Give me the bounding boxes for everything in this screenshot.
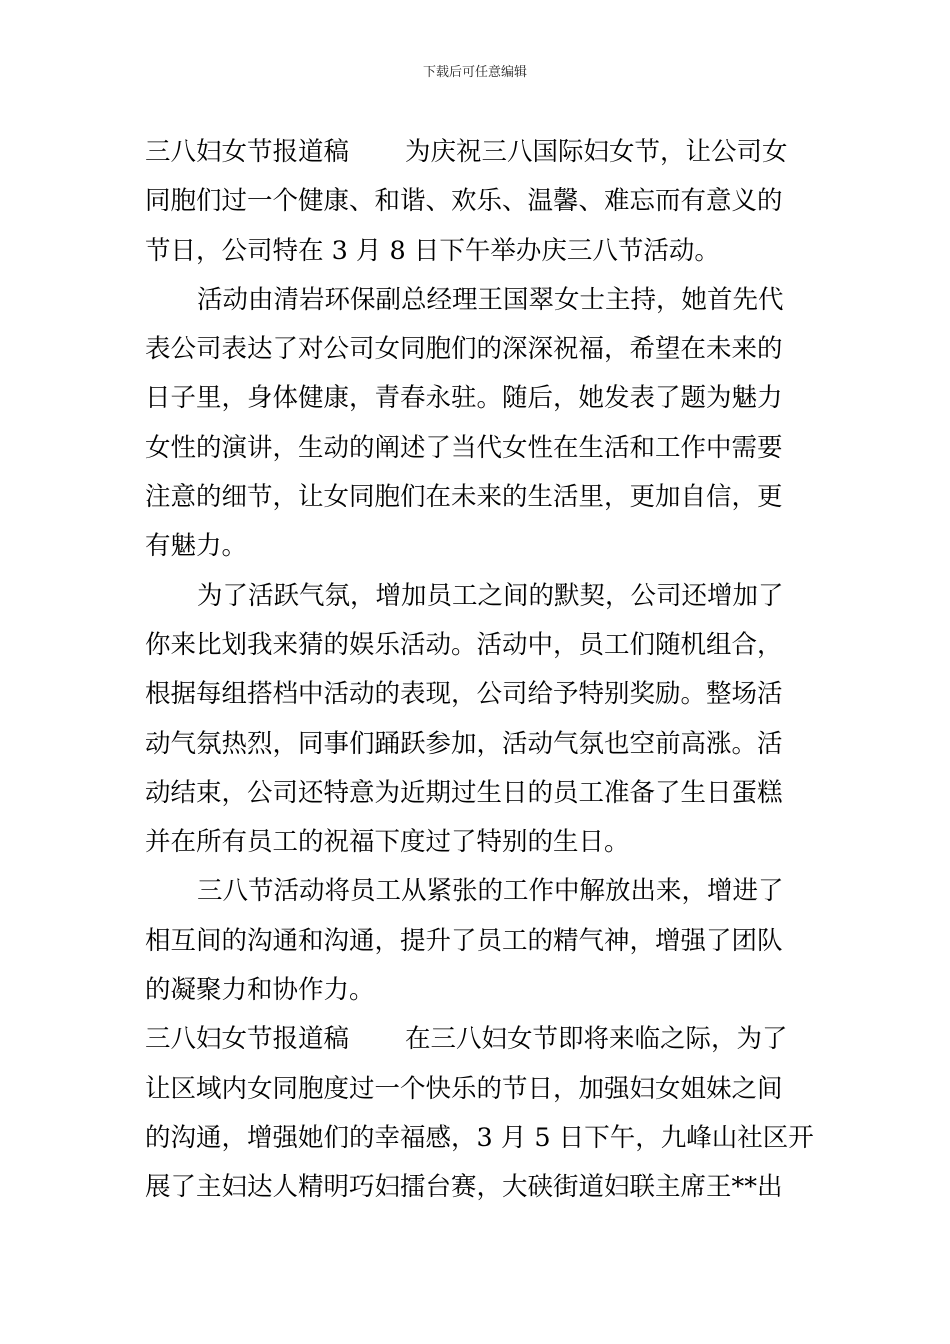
document-body xyxy=(145,128,814,1213)
text-line: 相互间的沟通和沟通，提升了员工的精气神，增强了团队 xyxy=(145,925,783,956)
text-line: 的沟通，增强她们的幸福感，3 月 5 日下午，九峰山社区开 xyxy=(145,1122,814,1153)
text-line: 动气氛热烈，同事们踊跃参加，活动气氛也空前高涨。活 xyxy=(145,728,783,759)
text-line: 并在所有员工的祝福下度过了特别的生日。 xyxy=(145,827,630,858)
article-title: 三八妇女节报道稿 xyxy=(145,137,350,167)
text-line: 展了主妇达人精明巧妇擂台赛，大硖街道妇联主席王**出 xyxy=(145,1172,783,1203)
text-line: 注意的细节，让女同胞们在未来的生活里，更加自信，更 xyxy=(145,482,783,513)
paragraph-start-line: 活动由清岩环保副总经理王国翠女士主持，她首先代 xyxy=(197,284,784,315)
text-line: 有魅力。 xyxy=(145,531,248,562)
text-line xyxy=(145,1015,807,1064)
text-line: 你来比划我来猜的娱乐活动。活动中，员工们随机组合， xyxy=(145,629,783,660)
text-line: 女性的演讲，生动的阐述了当代女性在生活和工作中需要 xyxy=(145,432,783,463)
text-line xyxy=(145,128,807,177)
article-title: 三八妇女节报道稿 xyxy=(145,1024,350,1055)
paragraph-start-line: 为了活跃气氛，增加员工之间的默契，公司还增加了 xyxy=(197,580,784,611)
line-text: 为庆祝三八国际妇女节，让公司女 xyxy=(405,137,788,167)
text-line: 根据每组搭档中活动的表现，公司给予特别奖励。整场活 xyxy=(145,679,783,710)
text-line: 日子里，身体健康，青春永驻。随后，她发表了题为魅力 xyxy=(145,383,783,414)
text-line: 表公司表达了对公司女同胞们的深深祝福，希望在未来的 xyxy=(145,334,783,365)
text-line: 同胞们过一个健康、和谐、欢乐、温馨、难忘而有意义的 xyxy=(145,186,783,217)
text-line: 让区域内女同胞度过一个快乐的节日，加强妇女姐妹之间 xyxy=(145,1073,783,1104)
text-line: 节日，公司特在 3 月 8 日下午举办庆三八节活动。 xyxy=(145,235,720,266)
text-line: 动结束，公司还特意为近期过生日的员工准备了生日蛋糕 xyxy=(145,777,783,808)
paragraph-start-line: 三八节活动将员工从紧张的工作中解放出来，增进了 xyxy=(197,876,784,907)
text-line: 的凝聚力和协作力。 xyxy=(145,975,375,1006)
line-text: 在三八妇女节即将来临之际，为了 xyxy=(405,1024,788,1055)
page-header-note: 下载后可任意编辑 xyxy=(422,65,527,80)
